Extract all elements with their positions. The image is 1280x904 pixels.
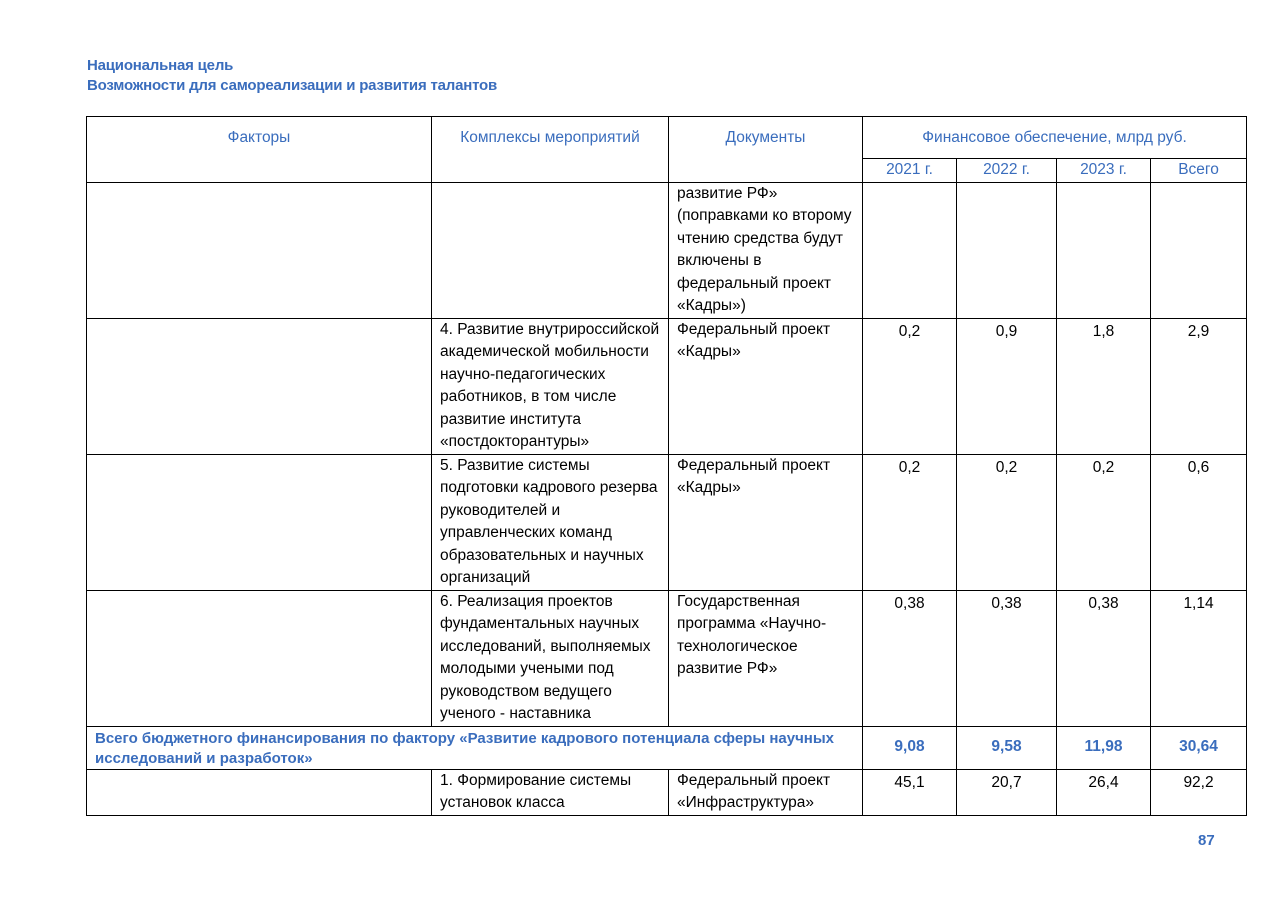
value-2021-cell: 0,38 — [863, 590, 957, 726]
value-2021-cell — [863, 182, 957, 318]
value-2023-cell: 26,4 — [1057, 769, 1151, 815]
document-cell: Федеральный проект «Кадры» — [669, 454, 863, 590]
value-total-cell: 2,9 — [1151, 318, 1247, 454]
value-2023-cell: 1,8 — [1057, 318, 1151, 454]
factor-cell — [87, 318, 432, 454]
value-2023-cell — [1057, 182, 1151, 318]
document-cell: Государственная программа «Научно- технологическое развитие РФ» — [669, 590, 863, 726]
total-row — [87, 726, 1247, 769]
factor-cell — [87, 454, 432, 590]
total-2021-cell: 9,08 — [863, 726, 957, 769]
measure-cell: 4. Развитие внутрироссийской академической мобильности научно-педагогических работников, в том числе развитие института «постдокторантуры» — [432, 318, 669, 454]
factor-cell — [87, 769, 432, 815]
column-header-2022: 2022 г. — [957, 159, 1057, 183]
value-2022-cell: 0,38 — [957, 590, 1057, 726]
value-total-cell: 92,2 — [1151, 769, 1247, 815]
total-sum-cell: 30,64 — [1151, 726, 1247, 769]
column-header-financing: Финансовое обеспечение, млрд руб. — [863, 117, 1247, 159]
national-goal-title: Возможности для самореализации и развития талантов — [87, 77, 498, 94]
measure-cell: 5. Развитие системы подготовки кадрового резерва руководителей и управленческих команд образовательных и научных организаций — [432, 454, 669, 590]
measure-cell — [432, 182, 669, 318]
measure-cell: 6. Реализация проектов фундаментальных научных исследований, выполняемых молодыми учеными под руководством ведущего ученого - наставника — [432, 590, 669, 726]
total-label: Всего бюджетного финансирования по фактору «Развитие кадрового потенциала сферы научных исследований и разработок» — [87, 726, 863, 769]
table-row — [87, 318, 1247, 454]
value-total-cell: 0,6 — [1151, 454, 1247, 590]
factor-cell — [87, 590, 432, 726]
column-header-total: Всего — [1151, 159, 1247, 183]
value-total-cell: 1,14 — [1151, 590, 1247, 726]
value-2022-cell: 0,9 — [957, 318, 1057, 454]
column-header-measures: Комплексы мероприятий — [432, 117, 669, 183]
value-2021-cell: 0,2 — [863, 318, 957, 454]
column-header-2021: 2021 г. — [863, 159, 957, 183]
document-cell: развитие РФ» (поправками ко второму чтению средства будут включены в федеральный проект «Кадры») — [669, 182, 863, 318]
value-2022-cell — [957, 182, 1057, 318]
table-header-row — [87, 117, 1247, 159]
value-2023-cell: 0,2 — [1057, 454, 1151, 590]
document-header — [87, 56, 497, 96]
measure-cell: 1. Формирование системы установок класса — [432, 769, 669, 815]
value-2022-cell: 20,7 — [957, 769, 1057, 815]
table-row — [87, 182, 1247, 318]
value-2021-cell: 45,1 — [863, 769, 957, 815]
total-2023-cell: 11,98 — [1057, 726, 1151, 769]
table-row — [87, 590, 1247, 726]
total-2022-cell: 9,58 — [957, 726, 1057, 769]
document-cell: Федеральный проект «Инфраструктура» — [669, 769, 863, 815]
value-2021-cell: 0,2 — [863, 454, 957, 590]
column-header-documents: Документы — [669, 117, 863, 183]
column-header-2023: 2023 г. — [1057, 159, 1151, 183]
factor-cell — [87, 182, 432, 318]
document-cell: Федеральный проект «Кадры» — [669, 318, 863, 454]
value-2022-cell: 0,2 — [957, 454, 1057, 590]
value-total-cell — [1151, 182, 1247, 318]
column-header-factors: Факторы — [87, 117, 432, 183]
value-2023-cell: 0,38 — [1057, 590, 1151, 726]
page-number: 87 — [1198, 832, 1215, 849]
table-row — [87, 769, 1247, 815]
table-row — [87, 454, 1247, 590]
financing-table — [86, 116, 1247, 816]
national-goal-label: Национальная цель — [87, 57, 234, 74]
